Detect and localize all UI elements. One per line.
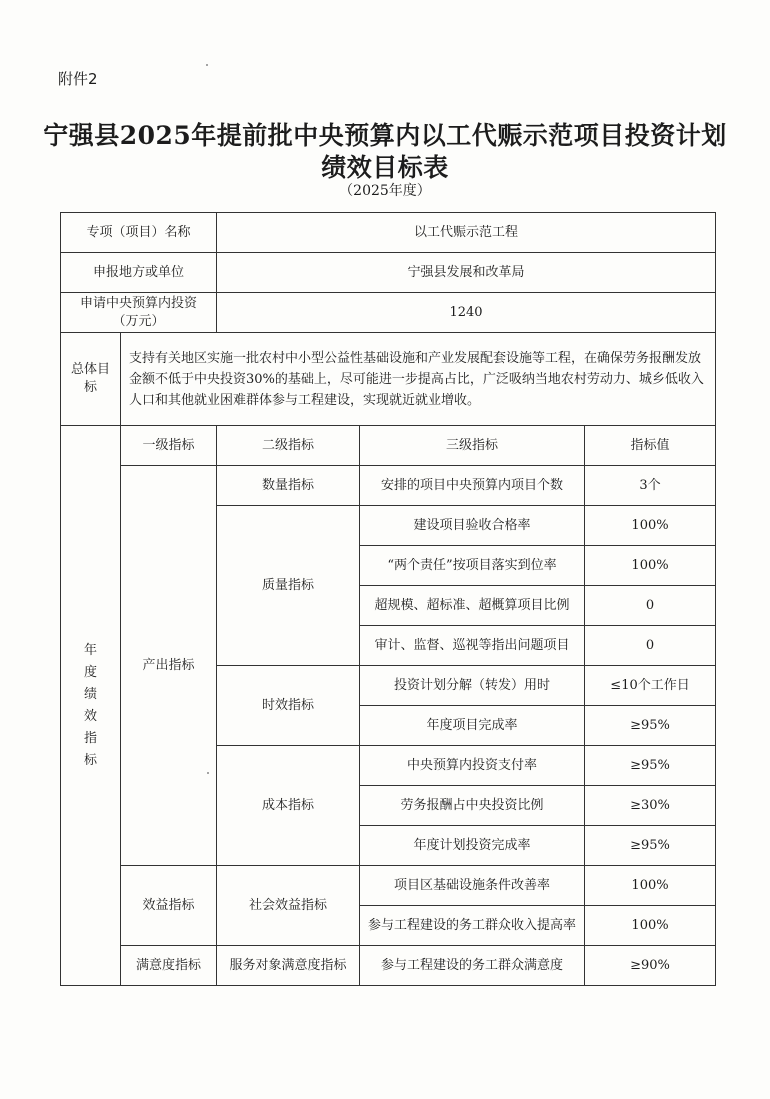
investment-row xyxy=(61,293,716,333)
annual-indicators-label xyxy=(61,426,121,986)
indicator-name: 劳务报酬占中央投资比例 xyxy=(360,786,585,826)
indicator-value: ≥30% xyxy=(585,786,716,826)
indicator-name: 超规模、超标准、超概算项目比例 xyxy=(360,586,585,626)
indicator-value: 100% xyxy=(585,866,716,906)
investment-value: 1240 xyxy=(217,293,716,333)
header-level2: 二级指标 xyxy=(217,426,360,466)
level2-service: 服务对象满意度指标 xyxy=(217,946,360,986)
indicator-value: ≤10个工作日 xyxy=(585,666,716,706)
indicator-value: 100% xyxy=(585,506,716,546)
level2-social: 社会效益指标 xyxy=(217,866,360,946)
indicator-value: ≥95% xyxy=(585,746,716,786)
document-year: （2025年度） xyxy=(339,183,431,199)
scan-speck xyxy=(206,64,208,66)
level2-timeliness: 时效指标 xyxy=(217,666,360,746)
header-level1: 一级指标 xyxy=(121,426,217,466)
project-name-label: 专项（项目）名称 xyxy=(61,213,217,253)
header-value: 指标值 xyxy=(585,426,716,466)
document-title-line2: 绩效目标表 xyxy=(321,153,449,182)
indicator-row xyxy=(61,946,716,986)
level2-quantity: 数量指标 xyxy=(217,466,360,506)
document-title-line1: 宁强县2025年提前批中央预算内以工代赈示范项目投资计划 xyxy=(43,121,727,150)
scan-speck xyxy=(207,772,209,774)
indicator-name: “两个责任”按项目落实到位率 xyxy=(360,546,585,586)
indicator-value: ≥95% xyxy=(585,826,716,866)
indicator-name: 投资计划分解（转发）用时 xyxy=(360,666,585,706)
indicator-name: 年度计划投资完成率 xyxy=(360,826,585,866)
performance-target-table xyxy=(60,212,716,986)
indicator-header-row xyxy=(61,426,716,466)
indicator-row xyxy=(61,866,716,906)
objective-label: 总体目标 xyxy=(61,333,121,426)
indicator-value: ≥95% xyxy=(585,706,716,746)
level1-satisfaction: 满意度指标 xyxy=(121,946,217,986)
objective-text: 支持有关地区实施一批农村中小型公益性基础设施和产业发展配套设施等工程，在确保劳务报酬发放金额不低于中央投资30%的基础上，尽可能进一步提高占比，广泛吸纳当地农村劳动力、城乡低收入人口和其他就业困难群体参与工程建设，实现就近就业增收。 xyxy=(121,333,716,426)
indicator-row xyxy=(61,466,716,506)
indicator-name: 参与工程建设的务工群众满意度 xyxy=(360,946,585,986)
applicant-value: 宁强县发展和改革局 xyxy=(217,253,716,293)
vertical-label: 年度绩效指标 xyxy=(83,642,97,768)
indicator-value: 0 xyxy=(585,626,716,666)
indicator-name: 审计、监督、巡视等指出问题项目 xyxy=(360,626,585,666)
level1-output: 产出指标 xyxy=(121,466,217,866)
indicator-value: 100% xyxy=(585,906,716,946)
indicator-name: 建设项目验收合格率 xyxy=(360,506,585,546)
indicator-value: 3个 xyxy=(585,466,716,506)
applicant-row xyxy=(61,253,716,293)
indicator-value: 100% xyxy=(585,546,716,586)
indicator-name: 项目区基础设施条件改善率 xyxy=(360,866,585,906)
project-name-row xyxy=(61,213,716,253)
indicator-name: 参与工程建设的务工群众收入提高率 xyxy=(360,906,585,946)
level2-cost: 成本指标 xyxy=(217,746,360,866)
investment-label-line2: （万元） xyxy=(112,313,165,329)
investment-label-line1: 申请中央预算内投资 xyxy=(80,295,198,311)
level2-quality: 质量指标 xyxy=(217,506,360,666)
indicator-value: 0 xyxy=(585,586,716,626)
indicator-name: 中央预算内投资支付率 xyxy=(360,746,585,786)
level1-benefit: 效益指标 xyxy=(121,866,217,946)
applicant-label: 申报地方或单位 xyxy=(61,253,217,293)
objective-row xyxy=(61,333,716,426)
attachment-label: 附件2 xyxy=(58,70,98,88)
header-level3: 三级指标 xyxy=(360,426,585,466)
indicator-name: 年度项目完成率 xyxy=(360,706,585,746)
investment-label xyxy=(61,293,217,333)
project-name-value: 以工代赈示范工程 xyxy=(217,213,716,253)
indicator-name: 安排的项目中央预算内项目个数 xyxy=(360,466,585,506)
indicator-value: ≥90% xyxy=(585,946,716,986)
